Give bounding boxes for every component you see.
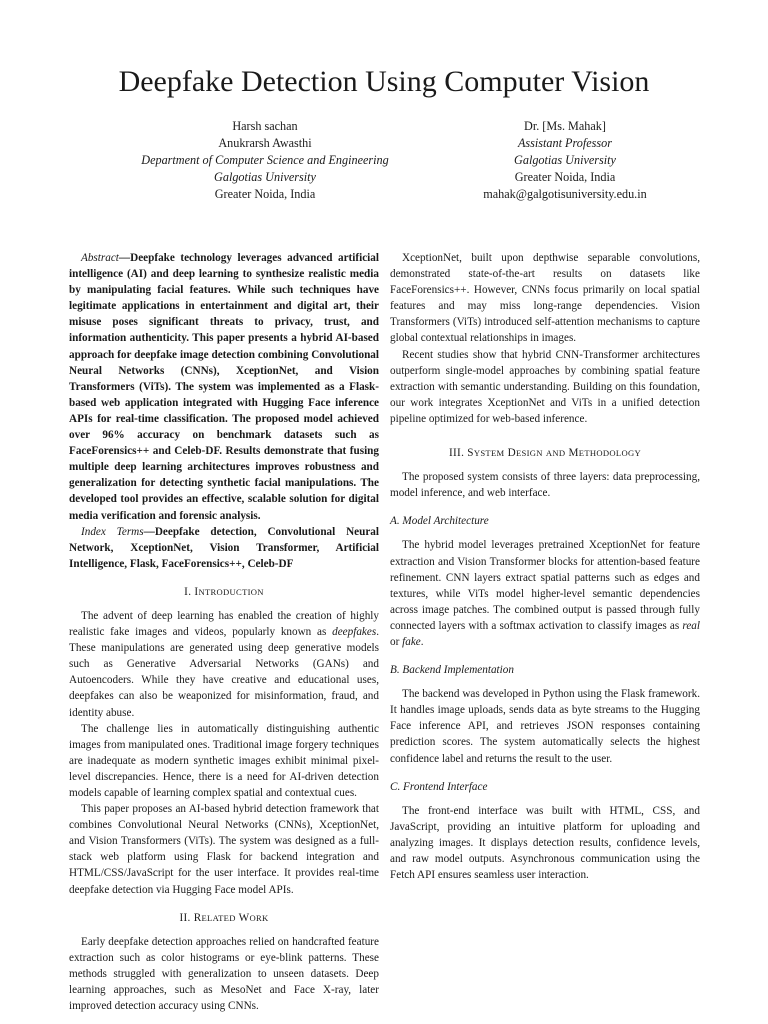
index-terms [69,524,379,572]
heading-initial: S [467,447,474,460]
author-block-right [440,118,690,203]
text-run: . These manipulations are generated using deep generative models such as Generative Adversarial Networks (GANs) and Autoencoders. While they have creative and educational uses, deepfakes can also be weaponized for misinformation, fraud, and identity abuse. [69,626,379,719]
heading-rest: ETHODOLOGY [578,448,641,459]
section-numeral: II. [179,911,191,924]
author-block-left [120,118,410,203]
text-run: The hybrid model leverages pretrained XceptionNet for feature extraction and Vision Transformer blocks for attention-based feature refinement. CNN layers extract spatial patterns such as edges and textures, while ViTs model higher-level semantic dependencies across image patches. The combined output is passed through fully connected layers with a softmax activation to classify images as [390,539,700,632]
emphasis-text: real [682,619,700,632]
intro-paragraph-1 [69,608,379,721]
heading-rest: ESIGN [515,448,543,459]
text-run: . [420,635,424,648]
section-heading-system-design [390,445,700,461]
subsection-heading-frontend: C. Frontend Interface [390,780,488,793]
section-heading-related-work [69,910,379,926]
author-email: mahak@galgotisuniversity.edu.in [483,187,647,201]
intro-paragraph-3: This paper proposes an AI-based hybrid detection framework that combines Convolutional Neural Networks (CNNs), XceptionNet, and Vision Transformers (ViTs). The system was designed as a full-stack web platform using Flask for backend integration and HTML/CSS/JavaScript for the user interface. It provides real-time deepfake detection via Hugging Face model APIs. [69,803,379,896]
heading-rest: AND [545,448,566,459]
frontend-paragraph: The front-end interface was built with HTML, CSS, and JavaScript, providing an intuitive platform for uploading and analyzing images. It displays detection results, confidence levels, and raw model outputs. Asynchronous communication using the Fetch API ensures seamless user interaction. [390,804,700,882]
paper-title: Deepfake Detection Using Computer Vision [118,65,650,98]
heading-initial: D [507,447,516,460]
author-university: Galgotias University [214,170,316,184]
heading-rest: ELATED [201,912,236,923]
author-role: Assistant Professor [517,136,612,150]
emphasis-text: fake [402,635,421,648]
heading-initial: I [194,585,199,598]
index-terms-label: Index Terms [81,525,144,538]
emphasis-text: deepfakes [332,626,377,639]
author-university: Galgotias University [514,153,616,167]
author-location: Greater Noida, India [514,170,616,184]
section-numeral: I. [184,585,192,598]
text-run: The advent of deep learning has enabled the creation of highly realistic fake images and videos, popularly known as [69,609,379,639]
author-department: Department of Computer Science and Engineering [141,153,389,167]
backend-paragraph: The backend was developed in Python using the Flask framework. It handles image uploads, sends data as byte streams to the Hugging Face inference API, and retrieves JSON responses containing prediction scores. The system automatically selects the highest confidence label and returns the result to the user. [390,688,700,765]
section-heading-introduction [69,584,379,600]
author-section [0,118,768,208]
abstract [69,250,379,524]
related-work-paragraph-2: XceptionNet, built upon depthwise separable convolutions, demonstrated state-of-the-art results on datasets like FaceForensics++. However, CNNs focus primarily on local spatial features and may miss long-range dependencies. Vision Transformers (ViTs) introduced self-attention mechanisms to capture global contextual relationships in images. [390,252,700,345]
abstract-label: Abstract [81,252,119,264]
model-architecture-paragraph [390,537,700,650]
heading-rest: NTRODUCTION [198,586,264,597]
related-work-paragraph-1: Early deepfake detection approaches relied on handcrafted feature extraction such as color histograms or eye-blink patterns. These methods struggled with generalization to unseen datasets. Deep learning approaches, such as MesoNet and Face X-ray, later improved detection accuracy using CNNs. [69,935,379,1013]
heading-rest: ORK [249,912,269,923]
subsection-heading-model-architecture: A. Model Architecture [390,515,489,528]
right-column [390,250,700,883]
author-name: Anukrarsh Awasthi [218,136,312,150]
heading-rest: YSTEM [473,448,505,459]
author-name: Harsh sachan [232,119,298,133]
left-column [69,250,379,1014]
heading-initial: R [193,911,202,924]
section-numeral: III. [449,447,465,460]
author-name: Dr. [Ms. Mahak] [524,119,606,133]
system-design-paragraph: The proposed system consists of three layers: data preprocessing, model inference, and web interface. [390,471,700,500]
intro-paragraph-2: The challenge lies in automatically distinguishing authentic images from manipulated ones. Traditional image forgery techniques are inadequate as modern synthetic images exhibit minimal pixel-level discrepancies. Hence, there is a need for AI-driven detection models capable of learning complex spatial and contextual cues. [69,722,379,799]
author-location: Greater Noida, India [214,187,316,201]
heading-initial: M [568,447,579,460]
related-work-paragraph-3: Recent studies show that hybrid CNN-Transformer architectures outperform single-model approaches by combining spatial feature extraction with semantic understanding. Building on this foundation, our work integrates XceptionNet and ViTs in a unified detection pipeline optimized for web-based inference. [390,348,700,425]
heading-initial: W [238,911,250,924]
subsection-heading-backend: B. Backend Implementation [390,664,514,677]
abstract-text: —Deepfake technology leverages advanced artificial intelligence (AI) and deep learning to synthesize realistic media by manipulating facial features. While such techniques have legitimate applications in entertainment and digital art, their misuse poses significant threats to privacy, trust, and information authenticity. This paper presents a hybrid AI-based approach for deepfake image detection combining Convolutional Neural Networks (CNNs), XceptionNet, and Vision Transformers (ViTs). The system was implemented as a Flask-based web application integrated with Hugging Face inference APIs for real-time classification. The proposed model achieved over 96% accuracy on benchmark datasets such as FaceForensics++ and Celeb-DF. Results demonstrate that fusing multiple deep learning architectures improves robustness and generalization for detecting synthetic facial manipulations. The developed tool provides an effective, scalable solution for digital media verification and forensic analysis. [69,252,379,522]
index-terms-text: —Deepfake detection, Convolutional Neural Network, XceptionNet, Vision Transformer, Artificial Intelligence, Flask, FaceForensics++, Celeb-DF [69,525,380,570]
text-run: or [390,635,403,648]
